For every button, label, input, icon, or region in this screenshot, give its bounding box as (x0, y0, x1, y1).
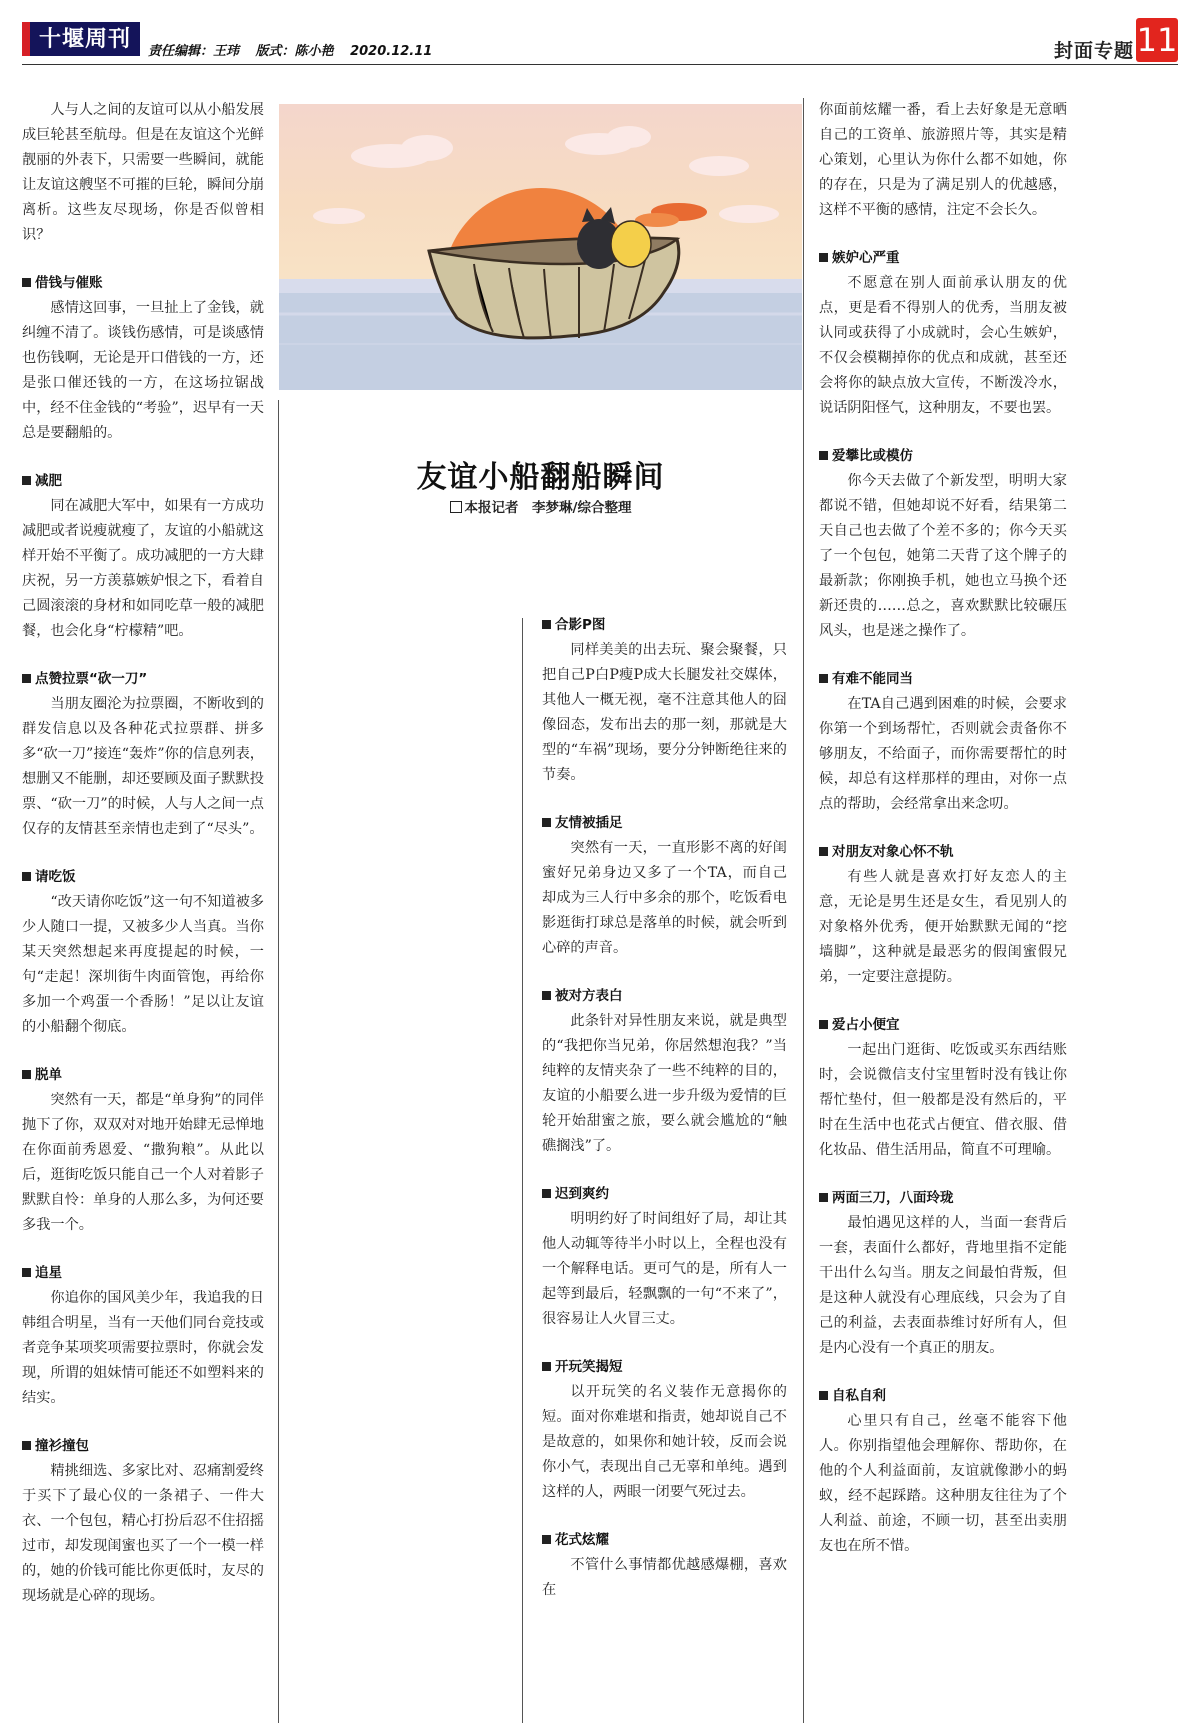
section-same-outfit (22, 1434, 264, 1609)
section-title: 封面专题 (1053, 40, 1134, 62)
square-marker-icon (450, 501, 462, 513)
section-body: 突然有一天，都是“单身狗”的同伴抛下了你，双双对对地开始肆无忌惮地在你面前秀恩爱、“撒狗粮”。从此以后，逛街吃饭只能自己一个人对着影子默默自怜：单身的人那么多，为何还要多我一个。 (22, 1092, 264, 1233)
section-heading: 友情被插足 (542, 811, 787, 836)
section-body: 精挑细选、多家比对、忍痛割爱终于买下了最心仪的一条裙子、一件大衣、一个包包，精心打扮后忍不住招摇过市，却发现闺蜜也买了一个一模一样的，她的价钱可能比你更低时，友尽的现场就是心碎的现场。 (22, 1463, 264, 1604)
section-heading: 减肥 (22, 469, 264, 494)
section-heading: 被对方表白 (542, 984, 787, 1009)
section-freeloader (819, 1013, 1067, 1163)
section-body: 一起出门逛街、吃饭或买东西结账时，会说微信支付宝里暂时没有钱让你帮忙垫付，但一般都是没有然后的，平时在生活中也花式占便宜、借衣服、借化妆品、借生活用品，简直不可理喻。 (819, 1042, 1067, 1158)
article-byline (279, 496, 802, 516)
page-number: 11 (1136, 18, 1178, 62)
section-body: 你追你的国风美少年，我追我的日韩组合明星，当有一天他们同台竞技或者竞争某项奖项需要拉票时，你就会发现，所谓的姐妹情可能还不如塑料来的结实。 (22, 1290, 264, 1406)
editor-name: 责任编辑：王玮 (148, 44, 240, 59)
column-rule-mid-left (522, 618, 523, 1723)
editor-credits (148, 40, 444, 59)
section-body: 感情这回事，一旦扯上了金钱，就纠缠不清了。谈钱伤感情，可是谈感情也伤钱啊，无论是开口借钱的一方，还是张口催还钱的一方，在这场拉锯战中，经不住金钱的“考验”，迟早有一天总是要翻船的。 (22, 300, 264, 441)
section-body: 同样美美的出去玩、聚会聚餐，只把自己P白P瘦P成大长腿发社交媒体，其他人一概无视，毫不注意其他人的囧像囧态，发布出去的那一刻，那就是大型的“车祸”现场，要分分钟断绝往来的节奏。 (542, 642, 787, 783)
section-body: 此条针对异性朋友来说，就是典型的“我把你当兄弟，你居然想泡我？”当纯粹的友情夹杂了一些不纯粹的目的，友谊的小船要么进一步升级为爱情的巨轮开始甜蜜之旅，要么就会尴尬的“触礁搁浅”了。 (542, 1013, 787, 1154)
section-heading: 开玩笑揭短 (542, 1355, 787, 1380)
section-body: 最怕遇见这样的人，当面一套背后一套，表面什么都好，背地里指不定能干出什么勾当。朋友之间最怕背叛，但是这种人就没有心理底线，只会为了自己的利益，去表面恭维讨好所有人，但是内心没有一个真正的朋友。 (819, 1215, 1067, 1356)
boat-sunset-illustration (279, 104, 802, 390)
section-showoff (542, 1528, 787, 1603)
section-body: 以开玩笑的名义装作无意揭你的短。面对你难堪和指责，她却说自己不是故意的，如果你和她计较，反而会说你小气，表现出自己无辜和单纯。遇到这样的人，两眼一闭要气死过去。 (542, 1384, 787, 1500)
section-photo-edit (542, 613, 787, 788)
section-borrow-money (22, 271, 264, 446)
section-confession (542, 984, 787, 1159)
section-heading: 借钱与催账 (22, 271, 264, 296)
section-body: 不愿意在别人面前承认朋友的优点，更是看不得别人的优秀，当朋友被认同或获得了小成就时，会心生嫉妒，不仅会模糊掉你的优点和成就，甚至还会将你的缺点放大宣传，不断泼冷水，说话阴阳怪气，这种朋友，不要也罢。 (819, 275, 1067, 416)
section-heading: 撞衫撞包 (22, 1434, 264, 1459)
article-title: 友谊小船翻船瞬间 (416, 460, 665, 495)
section-no-help (819, 667, 1067, 817)
middle-column (542, 613, 787, 1603)
section-diet (22, 469, 264, 644)
section-heading: 花式炫耀 (542, 1528, 787, 1553)
section-body: 在TA自己遇到困难的时候，会要求你第一个到场帮忙，否则就会责备你不够朋友，不给面子，而你需要帮忙的时候，却总有这样那样的理由，对你一点点的帮助，会经常拿出来念叨。 (819, 696, 1067, 812)
section-body: 明明约好了时间组好了局，却让其他人动辄等待半小时以上，全程也没有一个解释电话。更可气的是，所有人一起等到最后，轻飘飘的一句“不来了”，很容易让人火冒三丈。 (542, 1211, 787, 1327)
section-heading: 爱攀比或模仿 (819, 444, 1067, 469)
intro-section (22, 98, 264, 248)
section-selfish (819, 1384, 1067, 1559)
section-idol (22, 1261, 264, 1411)
section-heading: 有难不能同当 (819, 667, 1067, 692)
section-heading: 脱单 (22, 1063, 264, 1088)
section-late (542, 1182, 787, 1332)
layout-designer: 版式：陈小艳 (255, 44, 334, 59)
section-heading: 对朋友对象心怀不轨 (819, 840, 1067, 865)
section-dinner (22, 865, 264, 1040)
left-column (22, 98, 264, 1609)
section-heading: 点赞拉票“砍一刀” (22, 667, 264, 692)
section-body: 有些人就是喜欢打好友恋人的主意，无论是男生还是女生，看见别人的对象格外优秀，便开始默默无闻的“挖墙脚”，这种就是最恶劣的假闺蜜假兄弟，一定要注意提防。 (819, 869, 1067, 985)
section-body: “改天请你吃饭”这一句不知道被多少人随口一提，又被多少人当真。当你某天突然想起来再度提起的时候，一句“走起！深圳街牛肉面管饱，再给你多加一个鸡蛋一个香肠！”足以让友谊的小船翻个彻底。 (22, 894, 264, 1035)
section-imitate (819, 444, 1067, 644)
section-body: 同在减肥大军中，如果有一方成功减肥或者说瘦就瘦了，友谊的小船就这样开始不平衡了。成功减肥的一方大肆庆祝，另一方羡慕嫉妒恨之下，看着自己圆滚滚的身材和如同吃草一般的减肥餐，也会化身“柠檬精”吧。 (22, 498, 264, 639)
section-vote (22, 667, 264, 842)
issue-date: 2020.12.11 (350, 44, 433, 59)
right-column (819, 98, 1067, 1559)
section-body: 心里只有自己，丝毫不能容下他人。你别指望他会理解你、帮助你，在他的个人利益面前，友谊就像渺小的蚂蚁，经不起踩踏。这种朋友往往为了个人利益、前途，不顾一切，甚至出卖朋友也在所不惜。 (819, 1413, 1067, 1554)
section-showoff-continued (819, 98, 1067, 223)
intro-paragraph: 人与人之间的友谊可以从小船发展成巨轮甚至航母。但是在友谊这个光鲜靓丽的外表下，只需要一些瞬间，就能让友谊这艘坚不可摧的巨轮，瞬间分崩离析。这些友尽现场，你是否似曾相识？ (22, 102, 264, 243)
section-body: 不管什么事情都优越感爆棚，喜欢在 (542, 1557, 787, 1598)
section-dating (22, 1063, 264, 1238)
section-heading: 两面三刀，八面玲珑 (819, 1186, 1067, 1211)
section-heading: 迟到爽约 (542, 1182, 787, 1207)
section-body: 当朋友圈沦为拉票圈，不断收到的群发信息以及各种花式拉票群、拼多多“砍一刀”接连“轰炸”你的信息列表，想删又不能删，却还要顾及面子默默投票、“砍一刀”的时候，人与人之间一点仅存的友情甚至亲情也走到了“尽头”。 (22, 696, 264, 837)
masthead-logo: 十堰周刊 (22, 22, 140, 56)
section-heading: 嫉妒心严重 (819, 246, 1067, 271)
section-body: 突然有一天，一直形影不离的好闺蜜好兄弟身边又多了一个TA，而自己却成为三人行中多余的那个，吃饭看电影逛街打球总是落单的时候，就会听到心碎的声音。 (542, 840, 787, 956)
column-rule-right (803, 98, 804, 1723)
section-third-party (542, 811, 787, 961)
section-joke (542, 1355, 787, 1505)
section-heading: 爱占小便宜 (819, 1013, 1067, 1038)
byline-text: 本报记者 李梦琳/综合整理 (464, 500, 632, 516)
section-partner (819, 840, 1067, 990)
section-heading: 追星 (22, 1261, 264, 1286)
column-rule-left (278, 400, 279, 1723)
section-jealousy (819, 246, 1067, 421)
section-heading: 自私自利 (819, 1384, 1067, 1409)
section-heading: 请吃饭 (22, 865, 264, 890)
section-heading: 合影P图 (542, 613, 787, 638)
section-body: 你今天去做了个新发型，明明大家都说不错，但她却说不好看，结果第二天自己也去做了个差不多的；你今天买了一个包包，她第二天背了这个牌子的最新款；你刚换手机，她也立马换个还新还贵的……总之，喜欢默默比较碾压风头，也是迷之操作了。 (819, 473, 1067, 639)
section-body: 你面前炫耀一番，看上去好象是无意晒自己的工资单、旅游照片等，其实是精心策划，心里认为你什么都不如她，你的存在，只是为了满足别人的优越感，这样不平衡的感情，注定不会长久。 (819, 102, 1067, 218)
header-rule (22, 64, 1178, 65)
section-two-faced (819, 1186, 1067, 1361)
